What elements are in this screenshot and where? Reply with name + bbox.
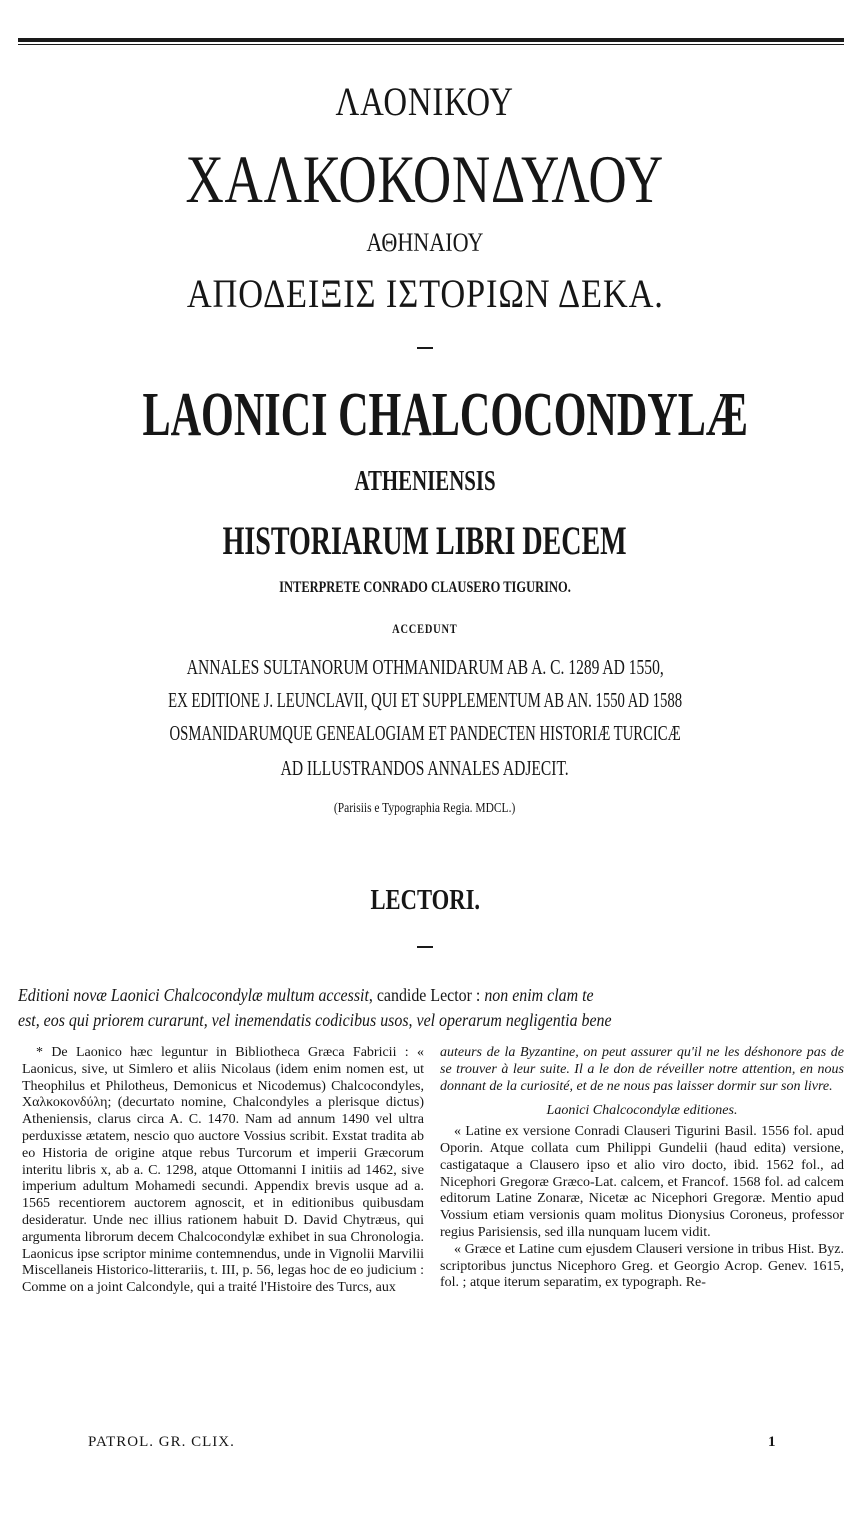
preface-intro-1b: , candide Lector : (368, 985, 485, 1005)
preface-intro-text-2: est, eos qui priorem curarunt, vel inemendatis codicibus usos, vel operarum negligentia bene (18, 1010, 612, 1030)
top-border-rule (18, 38, 844, 42)
right-continuation-paragraph: auteurs de la Byzantine, on peut assurer qu'il ne les déshonore pas de se trouver à leur suite. Il a le don de réveiller notre attention, en nous donnant de la curiosité, et de ne nous pas laisser dormir sur son livre. (440, 1045, 844, 1094)
imprint-text: (Parisiis e Typographia Regia. MDCL.) (334, 801, 516, 816)
preface-intro-line-1 (18, 985, 846, 1006)
annales-text-1: ANNALES SULTANORUM OTHMANIDARUM AB A. C. 1289 AD 1550, (186, 655, 664, 679)
annales-text-2: EX EDITIONE J. LEUNCLAVII, QUI ET SUPPLEMENTUM AB AN. 1550 AD 1588 (168, 688, 682, 712)
greek-author-first-name: ΛΑΟΝΙΚΟΥ (335, 79, 515, 124)
left-column-footnote (22, 1045, 424, 1297)
annales-line-4 (0, 756, 850, 781)
greek-title-line-1 (0, 78, 850, 125)
edition-latin-paragraph: « Latine ex versione Conradi Clauseri Tigurini Basil. 1556 fol. apud Oporin. Atque collata cum Philippi Gundelii (haud edita) versione, castigataque a Clausero ipso et alio viro docto, ibid. 1562 fol., ad Nicephori Gregoræ Græco-Lat. calcem, et Francof. 1568 fol. ad calcem editorum Latine Zonaræ, Nicetæ ac Nicephori Gregoræ. Mentio apud Vossium etiam versionis quam molitus Dionysius Coroneus, professor regius Parisiensis, sed illa nunquam lucem vidit. (440, 1124, 844, 1240)
annales-line-2 (0, 688, 850, 713)
interpreter-line (0, 579, 850, 597)
latin-work-title: HISTORIARUM LIBRI DECEM (222, 518, 627, 563)
latin-author-name: LAONICI CHALCOCONDYLÆ (142, 381, 748, 449)
interpreter-text: INTERPRETE CONRADO CLAUSERO TIGURINO. (279, 579, 571, 596)
annales-line-1 (0, 655, 850, 680)
latin-title-line-3 (0, 517, 850, 564)
greek-author-surname: ΧΑΛΚΟΚΟΝΔΥΛΟΥ (185, 141, 665, 217)
right-column-footnote (440, 1045, 844, 1292)
left-footnote-paragraph: * De Laonico hæc leguntur in Bibliotheca Græca Fabricii : « Laonicus, sive, ut Simlero et aliis Nicolaus (idem enim nomen est, ut Theophilus et Philotheus, Demonicus et Nicodemus) Chalcocondyles, Χαλκοκονδύλη; (decurtato nomine, Chalcondyles a plerisque dictus) Atheniensis, clarus circa A. C. 1470. Nam ad annum 1490 vel ultra perduxisse ætatem, nescio quo auctore Vossius scribit. Exstat tradita ab eo Historia de origine atque rebus Turcorum et imperii Græcorum interitu libris x, ab a. C. 1298, atque Ottomanni I initiis ad 1462, sive imperium adultum Mohamedi secundi. Appendix brevis usque ad a. 1565 recentiorem auctorem agnoscit, et in editionibus quibusdam desideratur. Unde nec illius rationem habuit D. David Chytræus, qui argumenta librorum decem Chalcocondylæ exhibet in sua Chronologia. Laonicus ipse scriptor minime contemnendus, unde in Vignolii Marvilii Miscellaneis Historico-litterariis, t. III, p. 56, legas hoc de eo judicium : Comme on a joint Calcondyle, qui a traité l'Histoire des Turcs, aux (22, 1045, 425, 1296)
latin-author-origin: ATHENIENSIS (354, 465, 496, 497)
greek-title-line-3 (0, 228, 850, 258)
preface-divider (417, 946, 433, 948)
accedunt-line (0, 621, 850, 637)
greek-title-line-4 (0, 270, 850, 317)
imprint-line (0, 801, 850, 817)
edition-greek-latin-paragraph: « Græce et Latine cum ejusdem Clauseri versione in tribus Hist. Byz. scriptoribus junctus Nicephoro Greg. et Georgio Acrop. Genev. 1615, fol. ; atque iterum separatim, ex typograph. Re- (440, 1241, 844, 1291)
title-divider (417, 347, 433, 349)
annales-text-3: OSMANIDARUMQUE GENEALOGIAM ET PANDECTEN HISTORIÆ TURCICÆ (169, 721, 681, 745)
patrologia-footer: PATROL. GR. CLIX. (88, 1434, 235, 1450)
latin-title-line-1 (0, 380, 850, 451)
preface-intro-line-2 (18, 1010, 846, 1031)
editions-heading: Laonici Chalcocondylæ editiones. (546, 1103, 738, 1119)
accedunt-text: ACCEDUNT (392, 621, 458, 636)
annales-line-3 (0, 721, 850, 746)
greek-author-origin: ΑΘΗΝΑΙΟΥ (366, 228, 484, 257)
preface-intro-1a: Editioni novæ Laonici Chalcocondylæ multum accessit (18, 985, 369, 1005)
greek-title-line-2 (0, 140, 850, 219)
preface-heading-text: LECTORI. (370, 884, 480, 916)
preface-intro-text-1 (18, 985, 594, 1006)
annales-text-4: AD ILLUSTRANDOS ANNALES ADJECIT. (280, 756, 570, 780)
greek-work-title: ΑΠΟΔΕΙΞΙΣ ΙΣΤΟΡΙΩΝ ΔΕΚΑ. (186, 271, 664, 316)
preface-intro-1c: non enim clam te (484, 985, 594, 1005)
preface-heading (0, 884, 850, 917)
latin-title-line-2 (0, 465, 850, 498)
top-border-rule-thin (18, 44, 844, 45)
page-number: 1 (768, 1434, 776, 1450)
